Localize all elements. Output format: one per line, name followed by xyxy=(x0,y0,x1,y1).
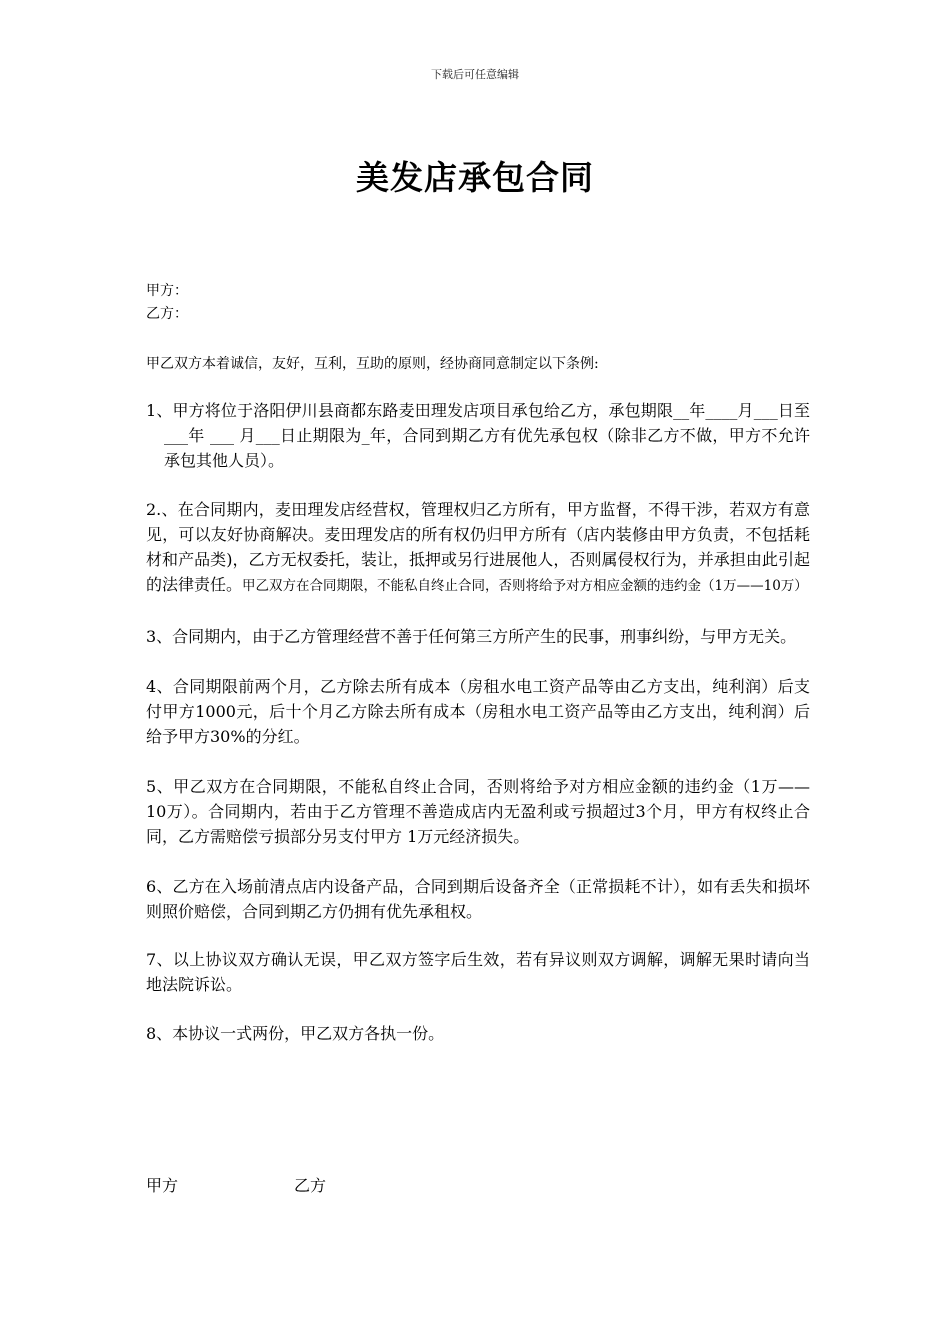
clause-4: 4、合同期限前两个月，乙方除去所有成本（房租水电工资产品等由乙方支出，纯利润）后支付甲方1000元，后十个月乙方除去所有成本（房租水电工资产品等由乙方支出，纯利润）后给予甲方30%的分红。 xyxy=(146,677,810,746)
party-b-label: 乙方： xyxy=(146,306,188,322)
clause-6: 6、乙方在入场前清点店内设备产品，合同到期后设备齐全（正常损耗不计），如有丢失和损坏则照价赔偿，合同到期乙方仍拥有优先承租权。 xyxy=(146,877,810,921)
contract-body xyxy=(146,280,810,1046)
signature-line xyxy=(146,1173,326,1196)
clause-2-main: 2.、在合同期内，麦田理发店经营权，管理权归乙方所有，甲方监督，不得干涉，若双方有意见，可以友好协商解决。麦田理发店的所有权仍归甲方所有（店内装修由甲方负责，不包括耗材和产品类)，乙方无权委托，装让，抵押或另行进展他人，否则属侵权行为，并承担由此引起的法律责任。 xyxy=(146,500,810,594)
header-note: 下载后可任意编辑 xyxy=(431,68,519,81)
signature-party-a: 甲方 xyxy=(146,1176,179,1195)
intro-paragraph: 甲乙双方本着诚信，友好，互利，互助的原则，经协商同意制定以下条例: xyxy=(146,356,599,372)
document-title: 美发店承包合同 xyxy=(356,158,594,197)
clause-3: 3、合同期内，由于乙方管理经营不善于任何第三方所产生的民事，刑事纠纷，与甲方无关。 xyxy=(146,627,797,646)
clause-2 xyxy=(146,497,810,599)
clause-2-tail: 甲乙双方在合同期限，不能私自终止合同，否则将给予对方相应金额的违约金（1万——10万） xyxy=(242,578,808,594)
clause-8: 8、本协议一式两份，甲乙双方各执一份。 xyxy=(146,1024,445,1043)
signature-party-b: 乙方 xyxy=(294,1176,327,1195)
clause-7: 7、以上协议双方确认无误，甲乙双方签字后生效，若有异议则双方调解，调解无果时请向当地法院诉讼。 xyxy=(146,950,810,994)
clause-1: 1、甲方将位于洛阳伊川县商都东路麦田理发店项目承包给乙方，承包期限__年____月___日至___年 ___ 月___日止期限为_年，合同到期乙方有优先承包权（除非乙方不做，甲方不允许承包其他人员）。 xyxy=(146,401,810,470)
party-a-label: 甲方： xyxy=(146,283,188,299)
clause-5: 5、甲乙双方在合同期限，不能私自终止合同，否则将给予对方相应金额的违约金（1万——10万）。合同期内，若由于乙方管理不善造成店内无盈利或亏损超过3个月，甲方有权终止合同，乙方需赔偿亏损部分另支付甲方 1万元经济损失。 xyxy=(146,777,810,846)
